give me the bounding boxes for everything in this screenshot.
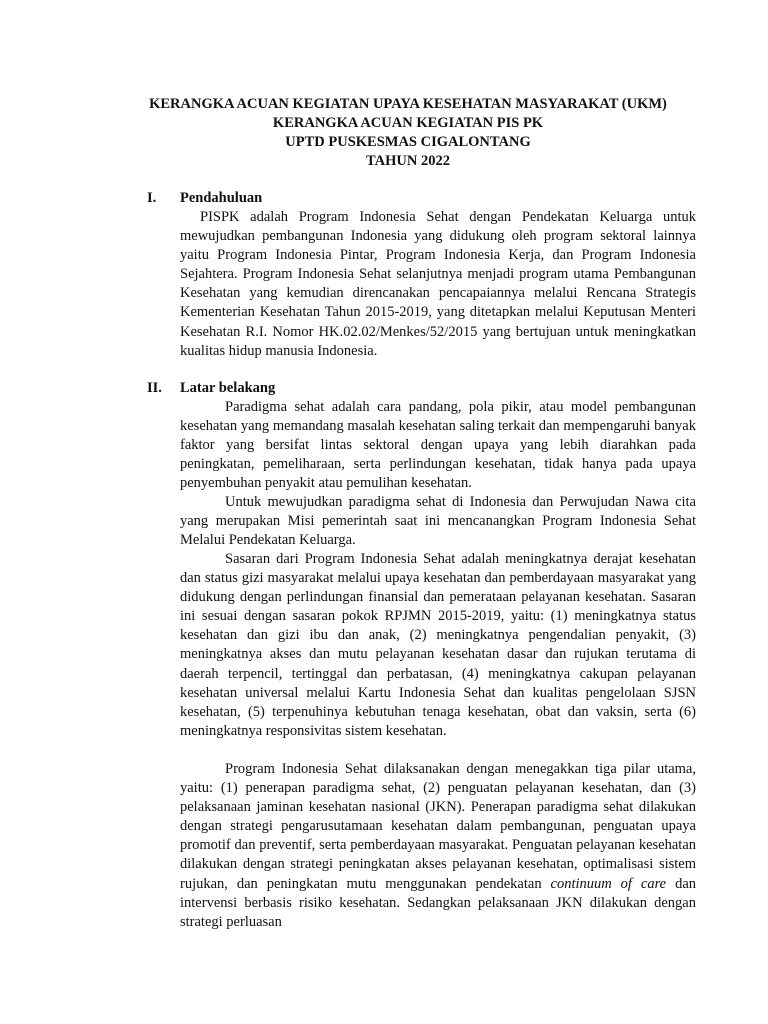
paragraph: Untuk mewujudkan paradigma sehat di Indonesia dan Perwujudan Nawa cita yang merupakan Misi pemerintah saat ini mencanangkan Program Indonesia Sehat Melalui Pendekatan Keluarga. (180, 494, 696, 549)
paragraph: PISPK adalah Program Indonesia Sehat dengan Pendekatan Keluarga untuk mewujudkan pembangunan Indonesia yang didukung oleh program sektoral lainnya yaitu Program Indonesia Pintar, Program Indonesia Kerja, dan Program Indonesia Sejahtera. Program Indonesia Sehat selanjutnya menjadi program utama Pembangunan Kesehatan yang kemudian direncanakan pencapaiannya melalui Rencana Strategis Kementerian Kesehatan Tahun 2015-2019, yang ditetapkan melalui Keputusan Menteri Kesehatan R.I. Nomor HK.02.02/Menkes/52/2015 yang bertujuan untuk meningkatkan kualitas hidup manusia Indonesia. (180, 209, 696, 359)
title-line-4: TAHUN 2022 (366, 153, 450, 169)
paragraph: Paradigma sehat adalah cara pandang, pola pikir, atau model pembangunan kesehatan yang memandang masalah kesehatan saling terkait dan mempengaruhi banyak faktor yang bersifat lintas sektoral dengan upaya yang lebih diarahkan pada peningkatan, pemeliharaan, serta perlindungan kesehatan, tidak hanya pada upaya penyembuhan penyakit atau pemulihan kesehatan. (180, 399, 696, 492)
title-line-3: UPTD PUSKESMAS CIGALONTANG (285, 134, 531, 150)
title-line-1: KERANGKA ACUAN KEGIATAN UPAYA KESEHATAN MASYARAKAT (UKM) (149, 96, 667, 112)
paragraph: Sasaran dari Program Indonesia Sehat adalah meningkatnya derajat kesehatan dan status gizi masyarakat melalui upaya kesehatan dan pemberdayaan masyarakat yang didukung dengan perlindungan finansial dan pemerataan pelayanan kesehatan. Sasaran ini sesuai dengan sasaran pokok RPJMN 2015-2019, yaitu: (1) meningkatnya status kesehatan dan gizi ibu dan anak, (2) meningkatnya pengendalian penyakit, (3) meningkatnya akses dan mutu pelayanan kesehatan dasar dan rujukan terutama di daerah terpencil, tertinggal dan perbatasan, (4) meningkatnya cakupan pelayanan kesehatan universal melalui Kartu Indonesia Sehat dan kualitas pengelolaan SJSN kesehatan, (5) terpenuhinya kebutuhan tenaga kesehatan, obat dan vaksin, serta (6) meningkatnya responsivitas sistem kesehatan. (180, 551, 696, 739)
section-number: II. (147, 380, 162, 396)
paragraph-text: dan intervensi berbasis risiko kesehatan. Sedangkan pelaksanaan JKN dilakukan dengan strategi perluasan (180, 875, 696, 930)
section-heading: Latar belakang (180, 380, 276, 396)
paragraph-text: Program Indonesia Sehat dilaksanakan dengan menegakkan tiga pilar utama, yaitu: (1) penerapan paradigma sehat, (2) penguatan pelayanan kesehatan, dan (3) pelaksanaan jaminan kesehatan nasional (JKN). Penerapan paradigma sehat dilakukan dengan strategi pengarusutamaan kesehatan dalam pembangunan, penguatan upaya promotif dan preventif, serta pemberdayaan masyarakat. Penguatan pelayanan kesehatan dilakukan dengan strategi peningkatan akses pelayanan kesehatan, optimalisasi sistem rujukan, dan peningkatan mutu menggunakan pendekatan (180, 761, 696, 892)
document-title (0, 95, 768, 171)
paragraph (180, 760, 696, 932)
title-line-2: KERANGKA ACUAN KEGIATAN PIS PK (272, 115, 544, 131)
section-number: I. (147, 190, 157, 206)
italic-term: continuum of care (550, 875, 667, 892)
section-heading: Pendahuluan (180, 190, 263, 206)
